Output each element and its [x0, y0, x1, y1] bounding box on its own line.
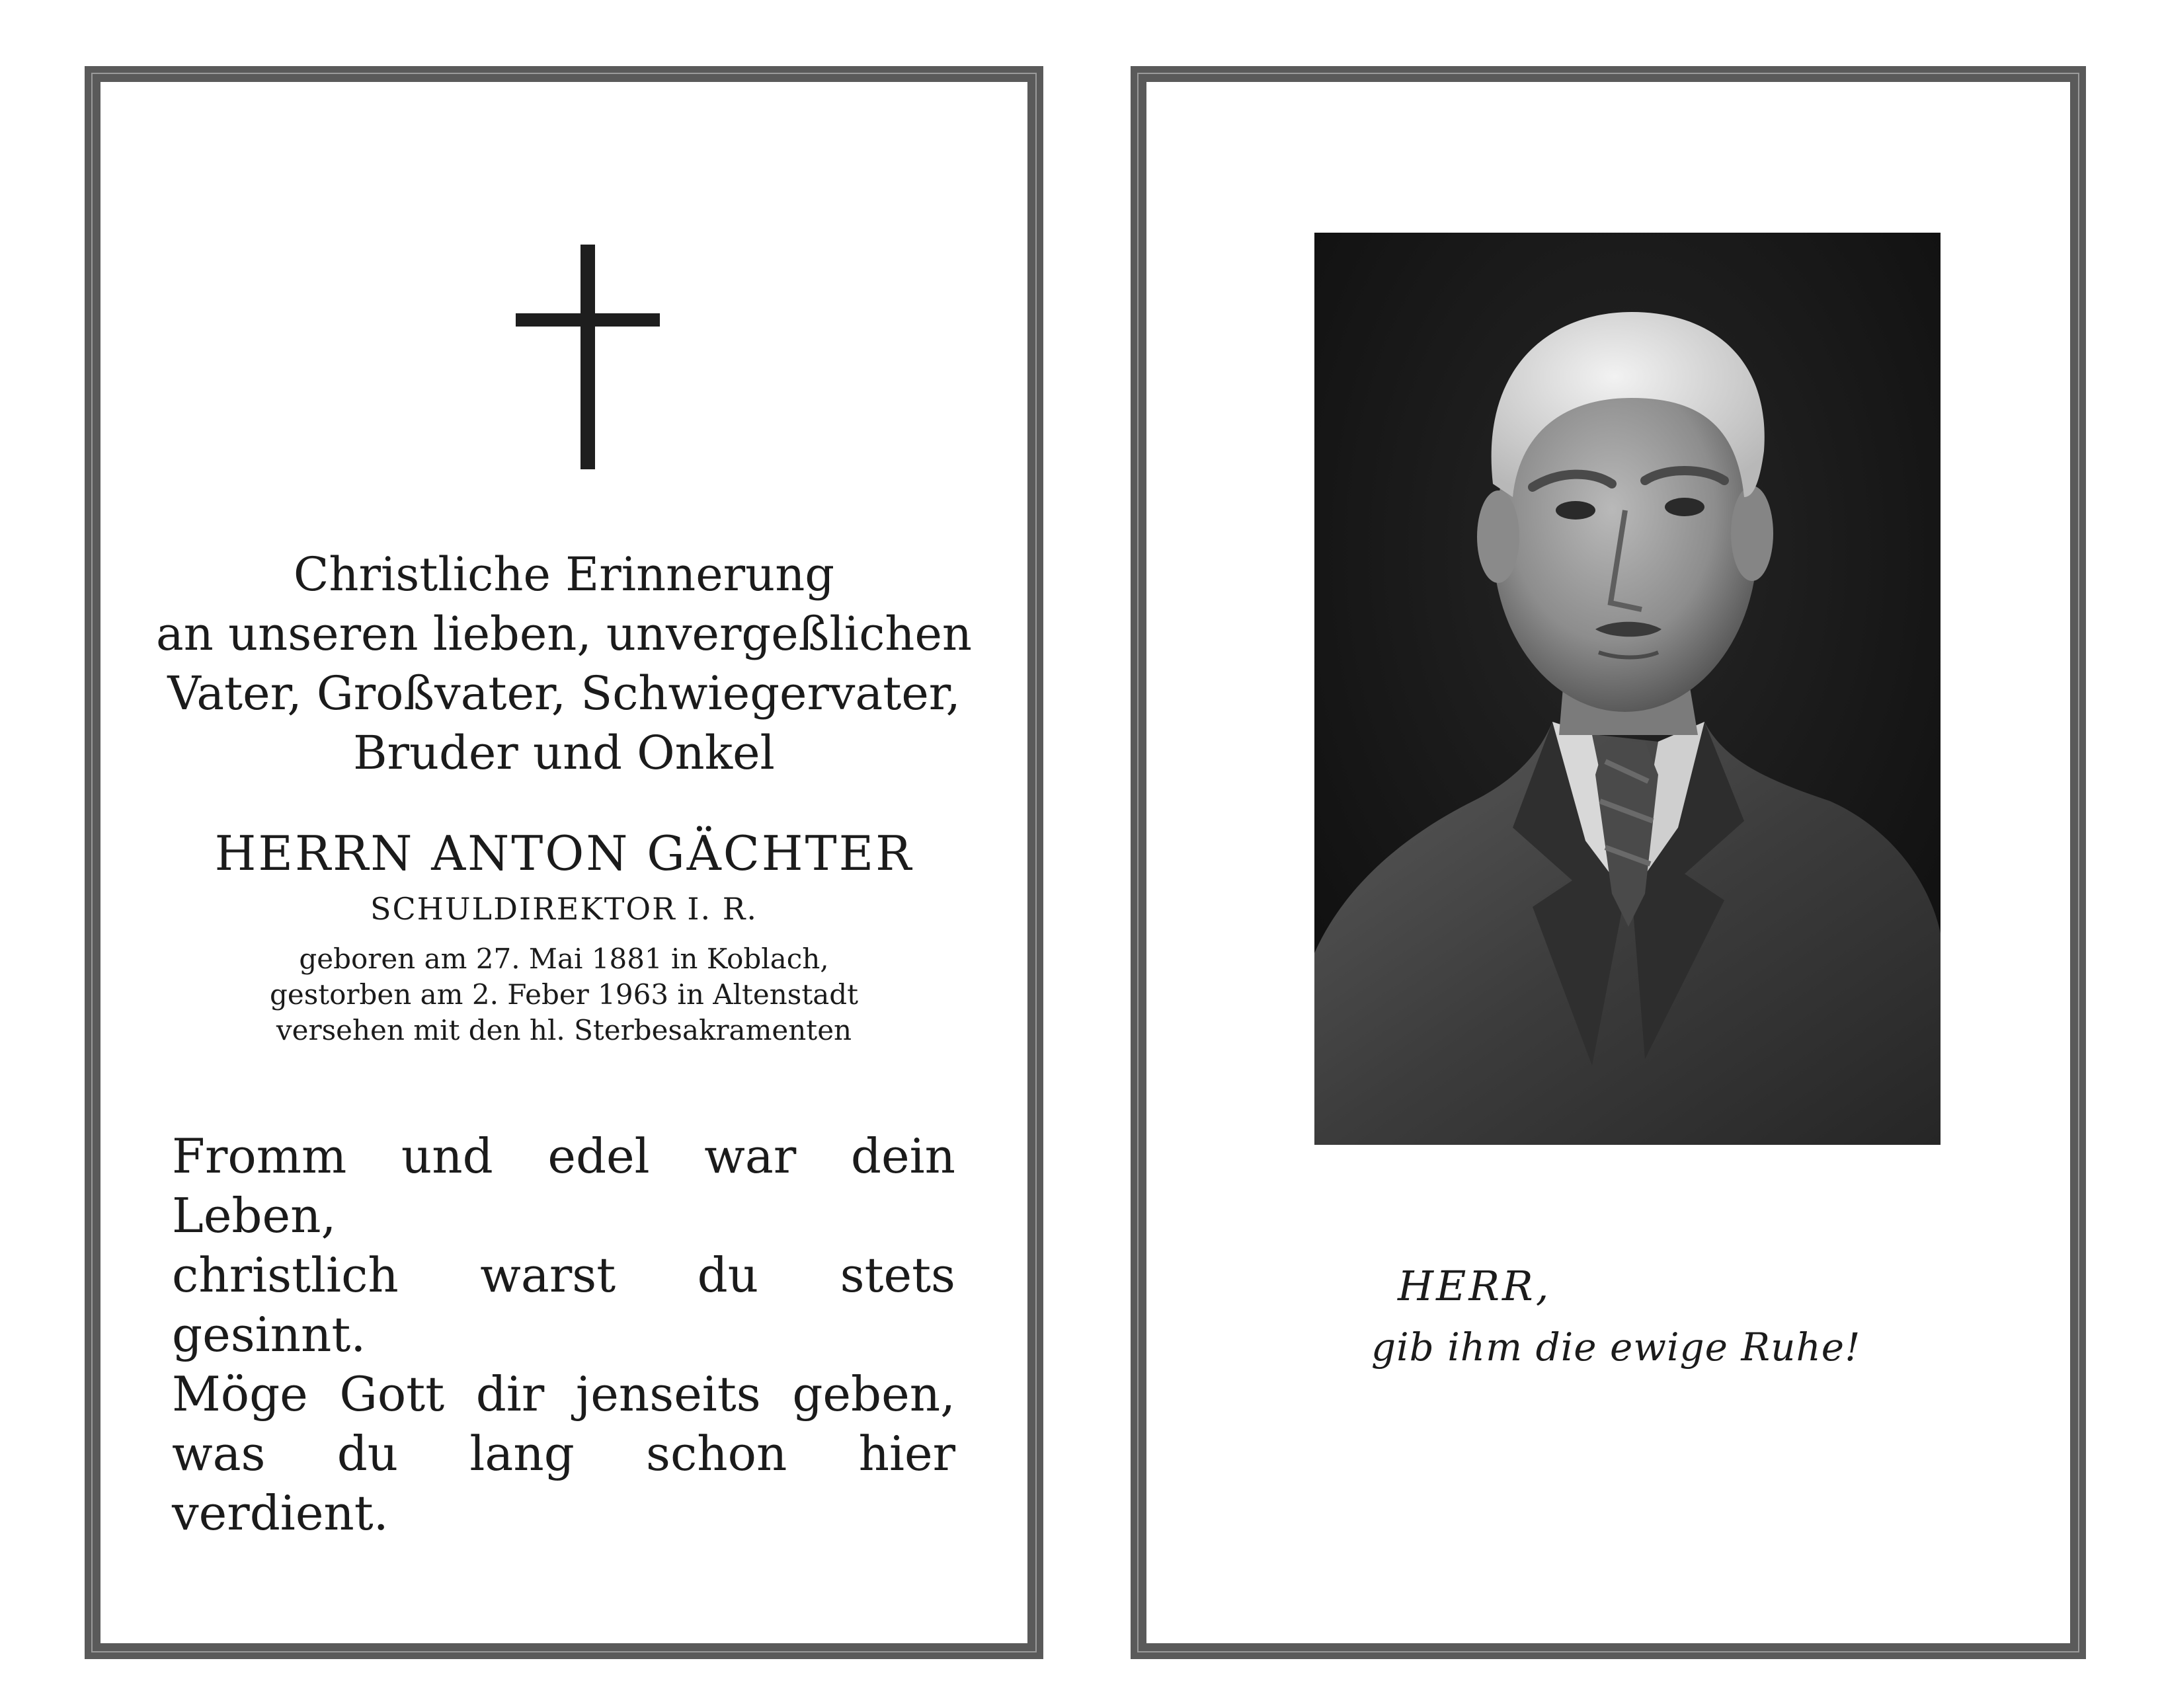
poem-line: Möge Gott dir jenseits geben,	[172, 1366, 955, 1422]
deceased-title: SCHULDIREKTOR I. R.	[370, 891, 758, 927]
date-line: versehen mit den hl. Sterbesakramenten	[276, 1014, 852, 1046]
portrait-photo	[1314, 233, 1941, 1145]
poem-line: Fromm und edel war dein Leben,	[172, 1128, 955, 1243]
portrait-illustration	[1314, 233, 1941, 1145]
deceased-name: HERRN ANTON GÄCHTER	[214, 826, 914, 881]
prayer-line-rest: gib ihm die ewige Ruhe!	[1371, 1325, 1861, 1370]
poem-line: was du lang schon hier verdient.	[172, 1426, 955, 1541]
life-dates	[100, 941, 1027, 1048]
date-line: geboren am 27. Mai 1881 in Koblach,	[299, 943, 829, 975]
poem-line: christlich warst du stets gesinnt.	[172, 1247, 955, 1362]
date-line: gestorben am 2. Feber 1963 in Altenstadt	[269, 978, 859, 1011]
memorial-poem	[172, 1126, 955, 1543]
prayer-line-herr: HERR,	[1398, 1262, 1552, 1310]
intro-line: Christliche Erinnerung	[293, 547, 835, 602]
cross-icon	[516, 245, 660, 469]
intro-line: Vater, Großvater, Schwiegervater,	[167, 666, 961, 720]
intro-line: an unseren lieben, unvergeßlichen	[156, 607, 972, 661]
memorial-text-card	[85, 66, 1043, 1659]
remembrance-intro	[100, 545, 1027, 783]
memorial-photo-card	[1131, 66, 2086, 1659]
intro-line: Bruder und Onkel	[353, 726, 775, 780]
